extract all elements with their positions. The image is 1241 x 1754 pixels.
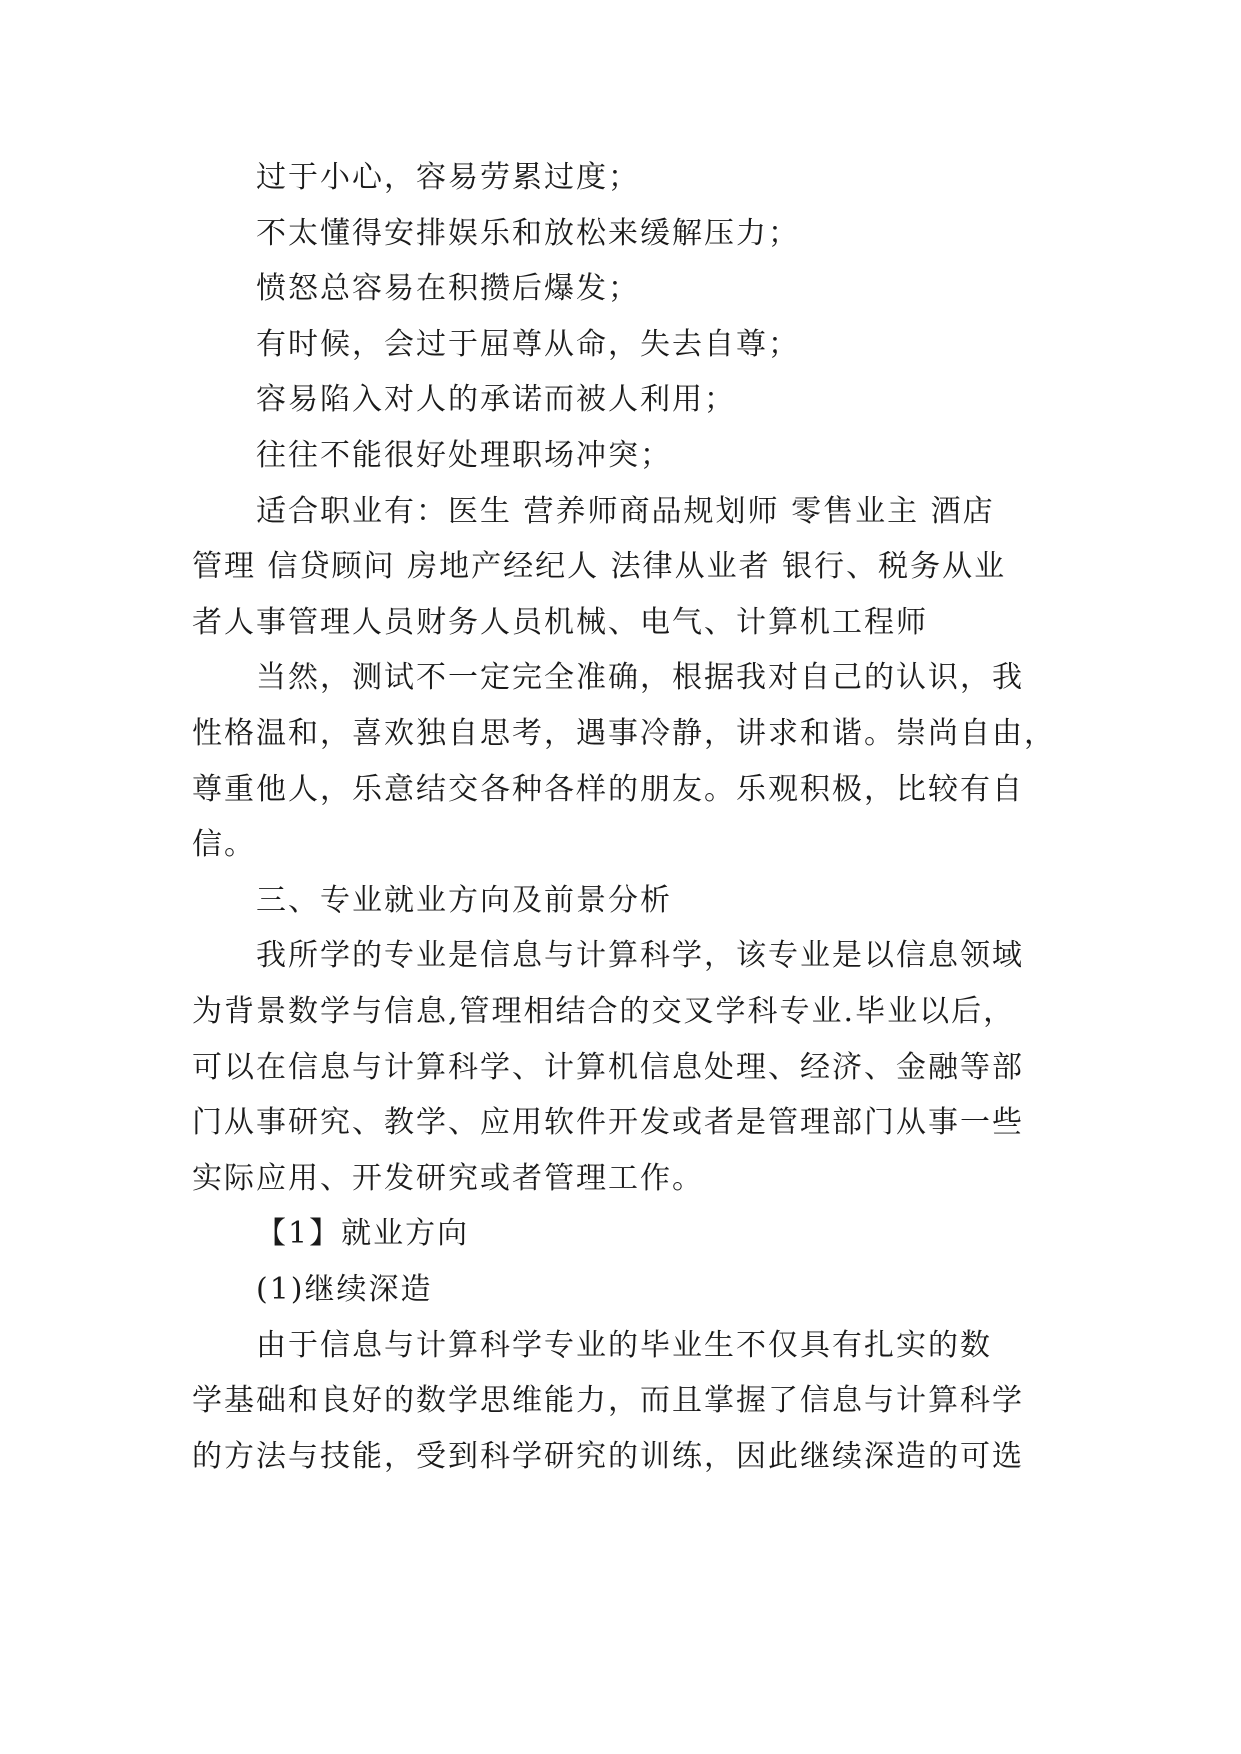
text-line: 学基础和良好的数学思维能力，而且掌握了信息与计算科学 [192,1383,1024,1418]
text-line: 过于小心，容易劳累过度； [256,160,640,195]
text-line: 我所学的专业是信息与计算科学，该专业是以信息领域 [256,938,1024,973]
text-line: 由于信息与计算科学专业的毕业生不仅具有扎实的数 [256,1328,992,1363]
text-line: 者人事管理人员财务人员机械、电气、计算机工程师 [192,605,928,640]
text-line: 往往不能很好处理职场冲突； [256,438,672,473]
subsection-heading: 【1】就业方向 [256,1216,470,1251]
subsection-heading: (1)继续深造 [256,1272,433,1307]
text-line: 的方法与技能，受到科学研究的训练，因此继续深造的可选 [192,1439,1024,1474]
section-heading: 三、专业就业方向及前景分析 [256,883,672,918]
text-line: 可以在信息与计算科学、计算机信息处理、经济、金融等部 [192,1050,1024,1085]
text-line: 容易陷入对人的承诺而被人利用； [256,382,736,417]
text-line: 愤怒总容易在积攒后爆发； [256,271,640,306]
text-line: 尊重他人，乐意结交各种各样的朋友。乐观积极，比较有自 [192,772,1024,807]
text-line: 信。 [192,827,256,862]
text-line: 门从事研究、教学、应用软件开发或者是管理部门从事一些 [192,1105,1024,1140]
text-line: 有时候，会过于屈尊从命，失去自尊； [256,327,800,362]
text-line: 当然，测试不一定完全准确，根据我对自己的认识，我 [256,660,1024,695]
text-line: 适合职业有：医生 营养师商品规划师 零售业主 酒店 [256,494,995,529]
text-line: 实际应用、开发研究或者管理工作。 [192,1161,704,1196]
text-line: 管理 信贷顾问 房地产经纪人 法律从业者 银行、税务从业 [192,549,1007,584]
text-line: 性格温和，喜欢独自思考，遇事冷静，讲求和谐。崇尚自由， [192,716,1056,751]
text-line: 不太懂得安排娱乐和放松来缓解压力； [256,216,800,251]
text-line: 为背景数学与信息,管理相结合的交叉学科专业.毕业以后， [192,994,1016,1029]
